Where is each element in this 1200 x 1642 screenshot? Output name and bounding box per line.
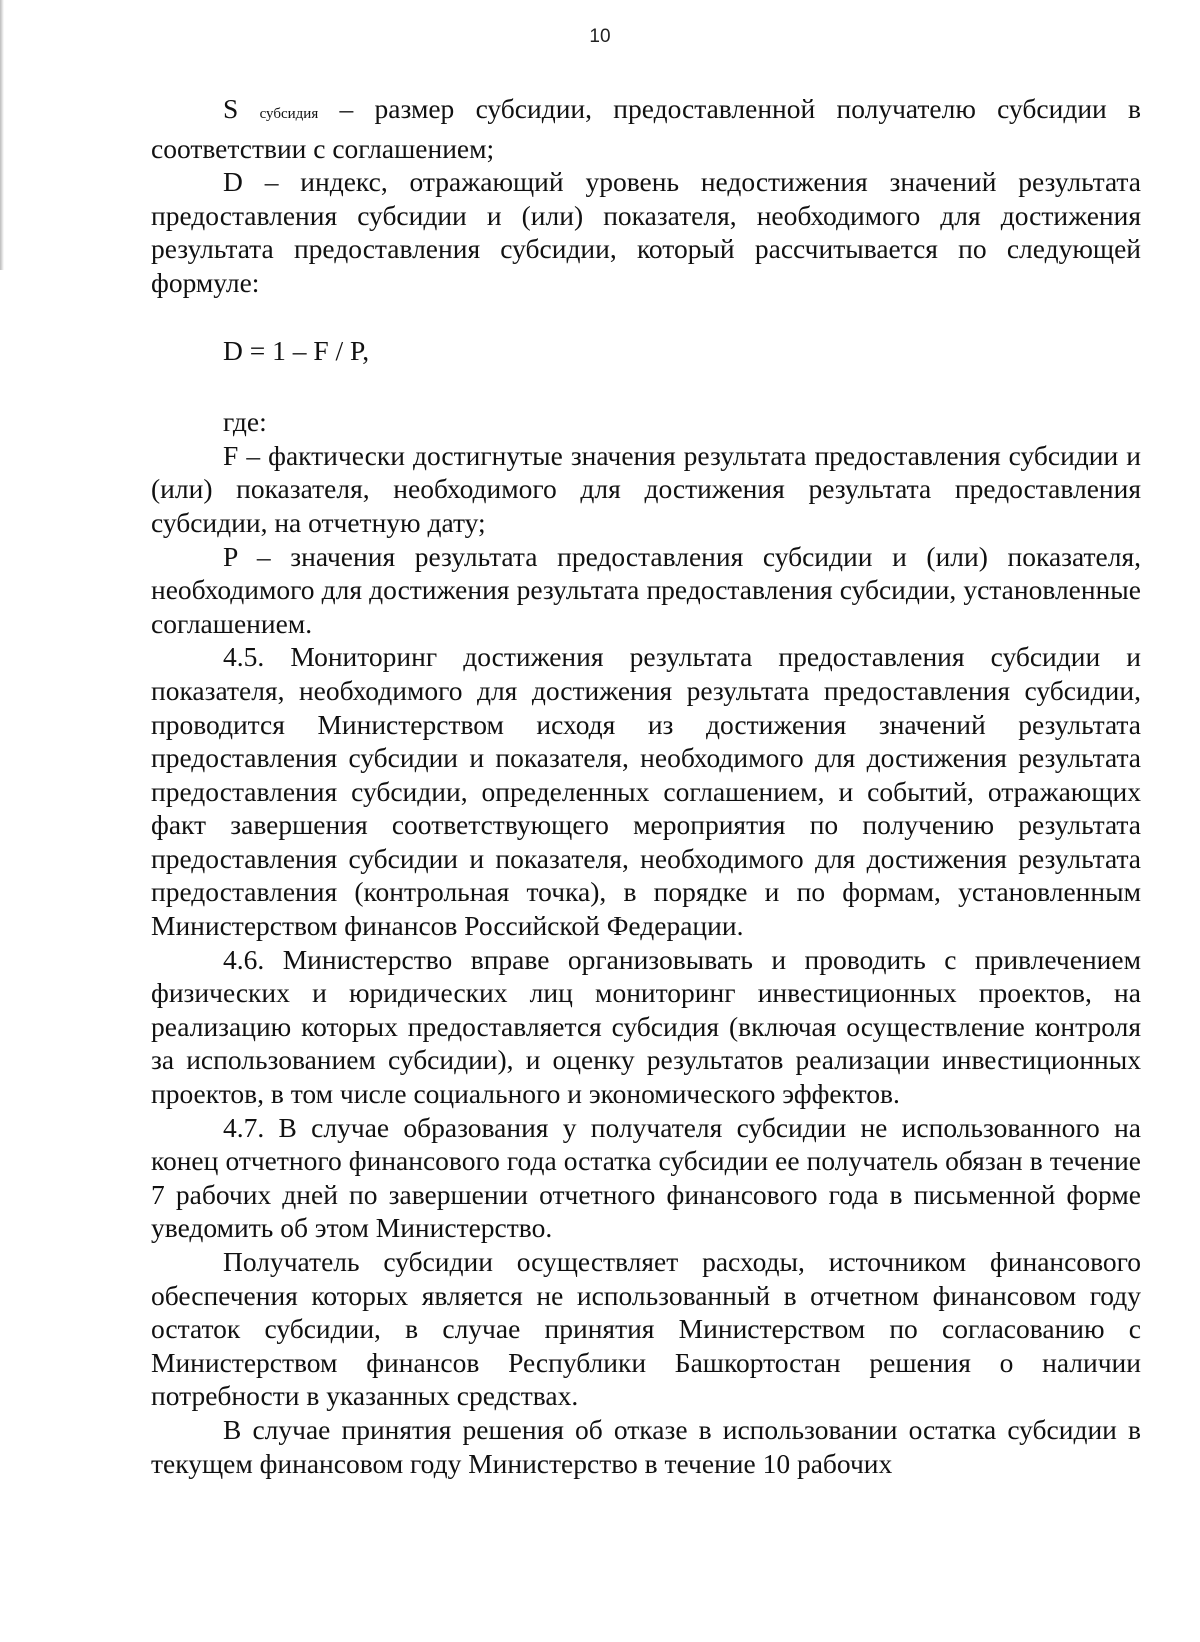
paragraph-4-6: 4.6. Министерство вправе организовывать и проводить с привлечением физических и юридических лиц мониторинг инвестиционных проектов, на реализацию которых предоставляется субсидия (включая осуществление контроля за использованием субсидии), и оценку результатов реализации инвестиционных проектов, в том числе социального и экономического эффектов. — [151, 943, 1141, 1110]
s-definition-text: – размер субсидии, предоставленной получателю субсидии в соответствии с соглашением; — [151, 93, 1142, 164]
paragraph-4-5: 4.5. Мониторинг достижения результата предоставления субсидии и показателя, необходимого для достижения результата предоставления субсидии, проводится Министерством исходя из достижения значений результата предоставления субсидии и показателя, необходимого для достижения результата предоставления субсидии, определенных соглашением, и событий, отражающих факт завершения соответствующего мероприятия по получению результата предоставления субсидии и показателя, необходимого для достижения результата предоставления (контрольная точка), в порядке и по формам, установленным Министерством финансов Российской Федерации. — [151, 641, 1141, 942]
paragraph-f-definition: F – фактически достигнутые значения результата предоставления субсидии и (или) показателя, необходимого для достижения результата предоставления субсидии, на отчетную дату; — [151, 439, 1141, 538]
paragraph-4-7: 4.7. В случае образования у получателя субсидии не использованного на конец отчетного финансового года остатка субсидии ее получатель обязан в течение 7 рабочих дней по завершении отчетного финансового года в письменной форме уведомить об этом Министерство. — [151, 1111, 1141, 1244]
paragraph-recipient-expenses: Получатель субсидии осуществляет расходы, источником финансового обеспечения которых является не использованный в отчетном финансовом году остаток субсидии, в случае принятия Министерством по согласованию с Министерством финансов Республики Башкортостан решения о наличии потребности в указанных средствах. — [151, 1246, 1141, 1412]
paragraph-s-definition — [151, 92, 1141, 165]
paragraph-d-definition: D – индекс, отражающий уровень недостижения значений результата предоставления субсидии и (или) показателя, необходимого для достижения результата предоставления субсидии, который рассчитывается по следующей формуле: — [151, 166, 1141, 298]
paragraph-refusal-case: В случае принятия решения об отказе в использовании остатка субсидии в текущем финансовом году Министерство в течение 10 рабочих — [151, 1413, 1141, 1479]
paragraph-p-definition: P – значения результата предоставления субсидии и (или) показателя, необходимого для достижения результата предоставления субсидии, установленные соглашением. — [151, 540, 1141, 639]
document-body — [151, 92, 1141, 1480]
s-symbol: S — [223, 93, 239, 124]
formula: D = 1 – F / P, — [223, 334, 370, 366]
s-subscript: субсидия — [259, 106, 319, 122]
paragraph-where: где: — [223, 406, 267, 438]
page-number: 10 — [589, 26, 611, 47]
